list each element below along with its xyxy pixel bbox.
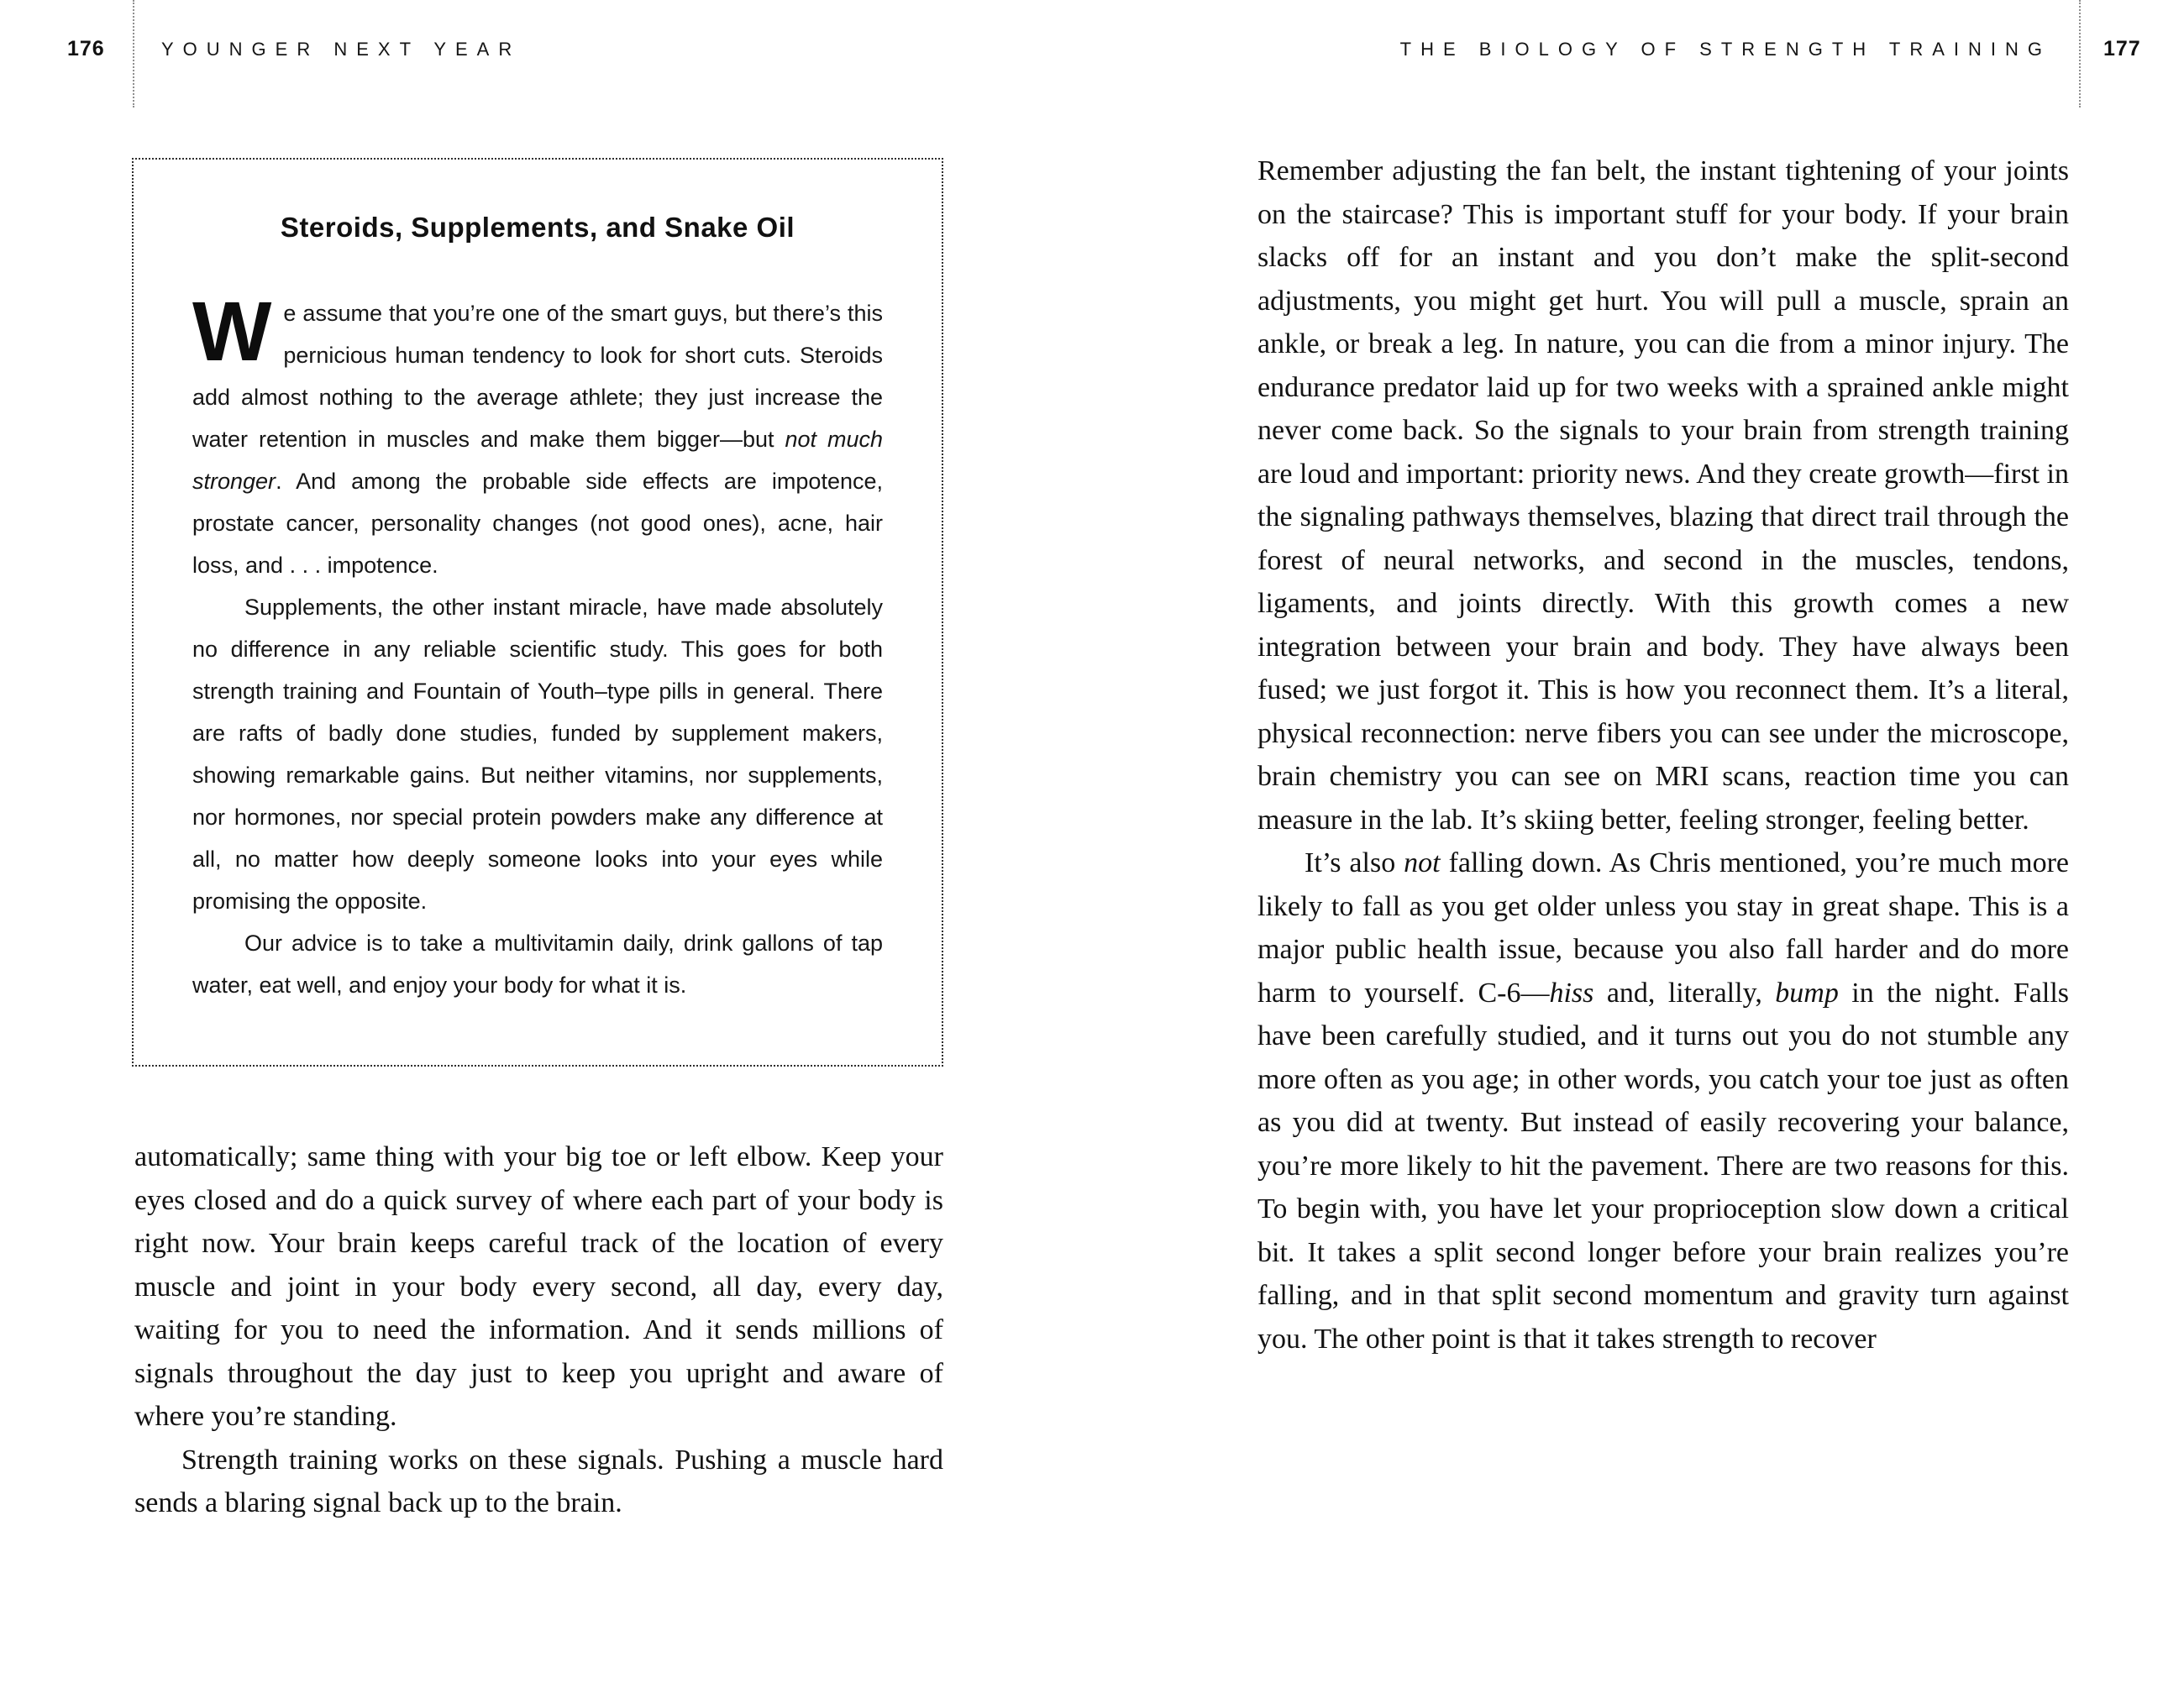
right-p2-seg0: It’s also xyxy=(1305,847,1404,878)
left-header-dotted-rule xyxy=(133,0,134,107)
sidebar-box-title: Steroids, Supplements, and Snake Oil xyxy=(280,212,795,243)
box-paragraph-1-rest: . And among the probable side effects are impotence, prostate cancer, personality changes (not good ones), acne, hair loss, and . . . impotence. xyxy=(192,469,883,578)
box-paragraph-2: Supplements, the other instant miracle, have made absolutely no difference in any reliable scientific study. This goes for both strength training and Fountain of Youth–type pills in general. There are rafts of badly done studies, funded by supplement makers, showing remarkable gains. But neither vitamins, nor supplements, nor hormones, nor special protein powders make any difference at all, no matter how deeply someone looks into your eyes while promising the opposite. xyxy=(192,595,883,914)
right-p2-italic-not: not xyxy=(1404,847,1441,878)
page-right xyxy=(1092,0,2184,1704)
box-paragraph-1-italic: not much stronger xyxy=(192,427,883,494)
right-p2-seg2: falling down. As Chris mentioned, you’re much more likely to fall as you get older unless you stay in great shape. This is a major public health issue, because you also fall harder and do more harm to yourself. C-6— xyxy=(1257,847,2069,1009)
left-body-text xyxy=(134,1135,943,1525)
sidebar-box-body xyxy=(192,285,883,1006)
right-p2-seg6: in the night. Falls have been carefully studied, and it turns out you do not stumble any more often as you age; in other words, you catch your toe just as often as you did at twenty. But instead of easily recovering your balance, you’re more likely to hit the pavement. There are two reasons for this. To begin with, you have let your proprioception slow down a critical bit. It takes a split second longer before your brain realizes you’re falling, and in that split second momentum and gravity turn against you. The other point is that it takes strength to recover xyxy=(1257,977,2070,1355)
left-running-head: YOUNGER NEXT YEAR xyxy=(161,39,522,60)
right-body-paragraph-2 xyxy=(1257,842,2069,1361)
right-p2-italic-bump: bump xyxy=(1775,977,1839,1009)
box-paragraph-3: Our advice is to take a multivitamin daily, drink gallons of tap water, eat well, and enjoy your body for what it is. xyxy=(192,931,883,998)
drop-cap: W xyxy=(192,285,272,379)
right-p2-italic-hiss: hiss xyxy=(1549,977,1594,1009)
right-body-paragraph-1: Remember adjusting the fan belt, the instant tightening of your joints on the staircase? This is important stuff for your body. If your brain slacks off for an instant and you don’t make the split-second adjustments, you might get hurt. You will pull a muscle, sprain an ankle, or break a leg. In nature, you can die from a minor injury. The endurance predator laid up for two weeks with a sprained ankle might never come back. So the signals to your brain from strength training are loud and important: priority news. And they create growth—first in the signaling pathways themselves, blazing that direct trail through the forest of neural networks, and second in the muscles, tendons, ligaments, and joints directly. With this growth comes a new integration between your brain and body. They have always been fused; we just forgot it. This is how you reconnect them. It’s a literal, physical reconnection: nerve fibers you can see under the microscope, brain chemistry you can see on MRI scans, reaction time you can measure in the lab. It’s skiing better, feeling stronger, feeling better. xyxy=(1257,155,2069,836)
sidebar-box xyxy=(132,158,943,1067)
left-body-paragraph-1: automatically; same thing with your big toe or left elbow. Keep your eyes closed and do a quick survey of where each part of your body is right now. Your brain keeps careful track of the location of every muscle and joint in your body every second, all day, every day, waiting for you to need the information. And it sends millions of signals throughout the day just to keep you upright and aware of where you’re standing. xyxy=(134,1141,943,1432)
right-page-number: 177 xyxy=(2103,37,2141,60)
box-paragraph-1 xyxy=(192,285,883,586)
right-p2-seg4: and, literally, xyxy=(1593,977,1776,1009)
left-body-paragraph-2: Strength training works on these signals. Pushing a muscle hard sends a blaring signal back up to the brain. xyxy=(134,1444,943,1518)
right-running-head: THE BIOLOGY OF STRENGTH TRAINING xyxy=(1399,39,2051,60)
left-page-number: 176 xyxy=(67,37,105,60)
right-body-text xyxy=(1257,149,2069,1361)
box-paragraph-1-text: e assume that you’re one of the smart guys, but there’s this pernicious human tendency to look for short cuts. Steroids add almost nothing to the average athlete; they just increase the water retention in muscles and make them bigger—but xyxy=(192,301,883,452)
right-header-dotted-rule xyxy=(2079,0,2081,107)
